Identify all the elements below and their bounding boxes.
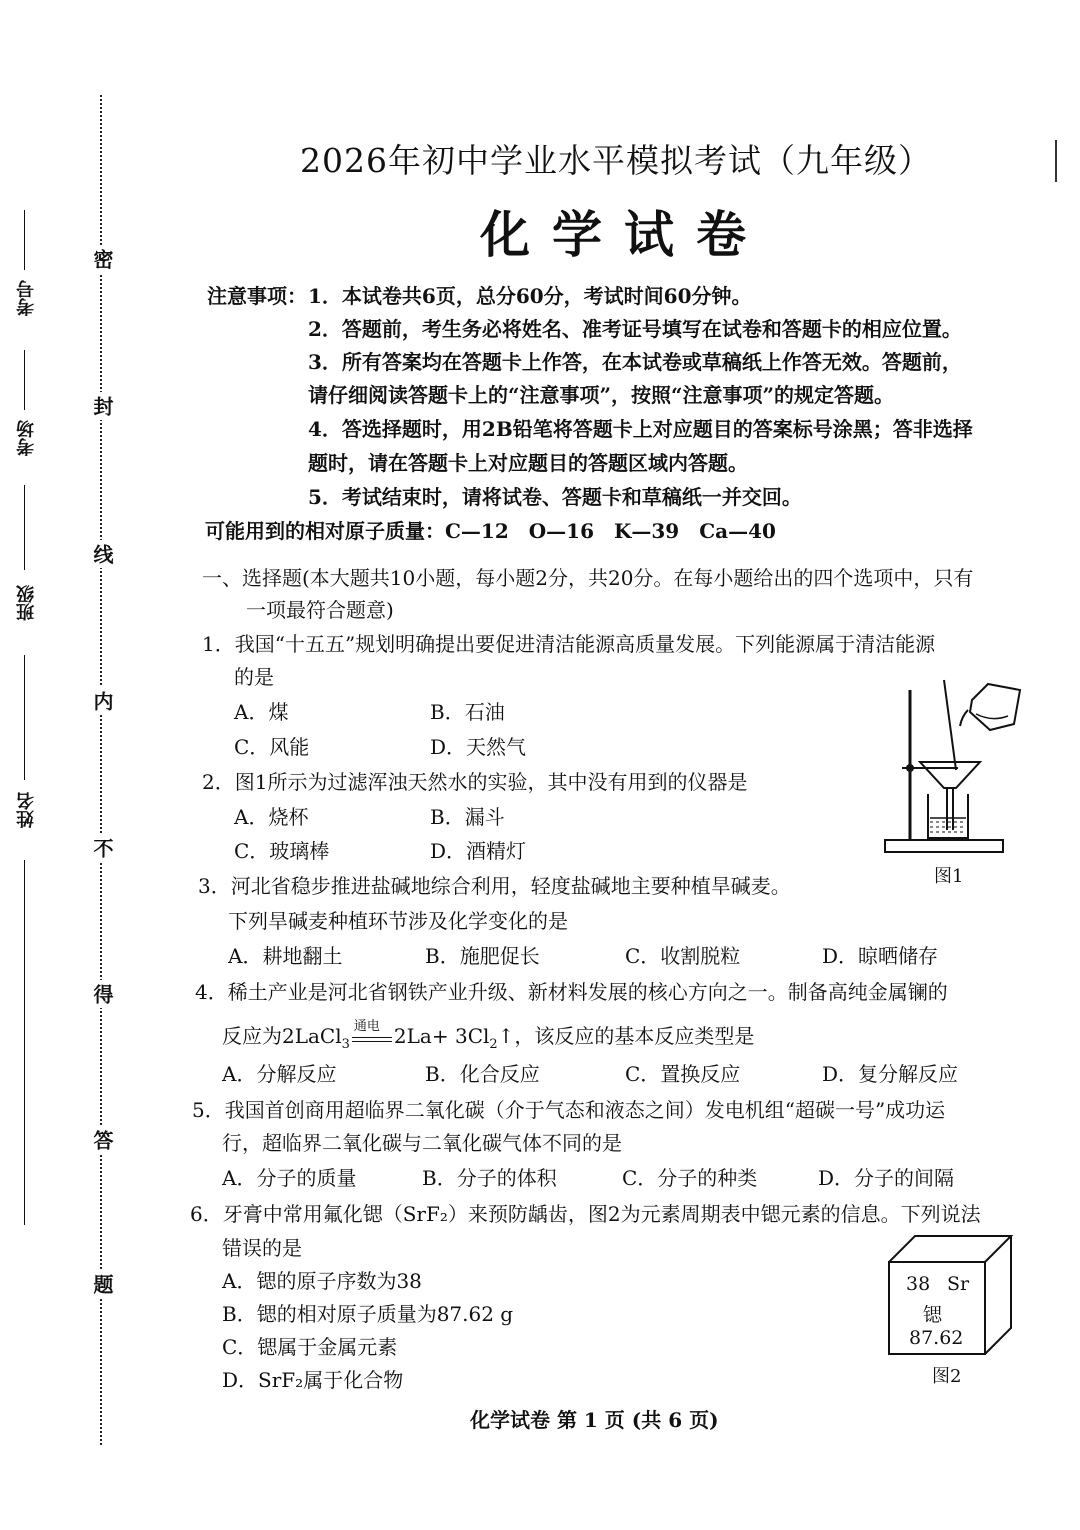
subject-title: 化学试卷 [480,205,768,264]
option-d[interactable]: D．晾晒储存 [822,944,939,968]
question-stem: 4．稀土产业是河北省钢铁产业升级、新材料发展的核心方向之一。制备高纯金属镧的 [195,980,948,1004]
question-stem-cont: 错误的是 [222,1236,302,1260]
seal-char: 答 [88,1126,117,1154]
section-heading-cont: 一项最符合题意) [246,598,394,622]
question-stem: 2．图1所示为过滤浑浊天然水的实验，其中没有用到的仪器是 [202,770,748,794]
option-d[interactable]: D．酒精灯 [430,839,527,863]
reaction-condition-arrow [350,1018,394,1047]
notice-line: 3．所有答案均在答题卡上作答，在本试卷或草稿纸上作答无效。答题前， [308,350,962,374]
question-stem: 1．我国“十五五”规划明确提出要促进清洁能源高质量发展。下列能源属于清洁能源 [202,632,936,656]
seal-char: 内 [88,687,117,715]
figure-caption: 图2 [932,1366,962,1387]
subscript: 2 [489,1037,498,1052]
option-a[interactable]: A．煤 [234,700,289,724]
notice-line: 5．考试结束时，请将试卷、答题卡和草稿纸一并交回。 [308,485,802,509]
option-c[interactable]: C．置换反应 [625,1062,741,1086]
option-d[interactable]: D．天然气 [430,735,527,759]
section-heading: 一、选择题(本大题共10小题，每小题2分，共20分。在每小题给出的四个选项中，只有 [202,566,974,590]
reaction-question: ↑，该反应的基本反应类型是 [497,1024,755,1048]
name-line[interactable] [24,655,25,780]
seal-char: 线 [88,540,117,568]
figure-caption: 图1 [934,866,964,887]
exam-number-line[interactable] [24,210,25,270]
seal-dotted-line [100,95,102,1445]
blank-line [24,860,25,1225]
option-c[interactable]: C．分子的种类 [622,1166,758,1190]
element-number: 38 [906,1273,931,1295]
exam-room-label: 考场 [16,420,37,456]
question-stem: 6．牙膏中常用氟化锶（SrF₂）来预防龋齿，图2为元素周期表中锶元素的信息。下列说法 [190,1202,981,1226]
notice-line: 2．答题前，考生务必将姓名、准考证号填写在试卷和答题卡的相应位置。 [308,317,962,341]
option-b[interactable]: B．锶的相对原子质量为87.62 g [222,1302,514,1326]
subscript: 3 [341,1037,350,1052]
notice-line: 4．答选择题时，用2B铅笔将答题卡上对应题目的答案标号涂黑；答非选择 [308,417,973,441]
notice-line: 1．本试卷共6页，总分60分，考试时间60分钟。 [308,284,752,308]
exam-title: 2026年初中学业水平模拟考试（九年级） [300,141,932,180]
question-stem: 3．河北省稳步推进盐碱地综合利用，轻度盐碱地主要种植旱碱麦。 [198,874,791,898]
option-b[interactable]: B．施肥促长 [425,944,540,968]
reaction-products: 2La+ 3Cl [393,1024,490,1048]
seal-char: 不 [88,834,117,862]
option-d[interactable]: D．复分解反应 [822,1062,959,1086]
notice-label: 注意事项： [207,284,307,308]
reaction-reactant: 反应为2LaCl [222,1024,342,1048]
exam-number-label: 考号 [16,280,37,316]
option-b[interactable]: B．分子的体积 [422,1166,557,1190]
question-stem: 5．我国首创商用超临界二氧化碳（介于气态和液态之间）发电机组“超碳一号”成功运 [192,1098,946,1122]
question-stem-cont: 的是 [234,665,274,689]
question-stem-cont: 下列旱碱麦种植环节涉及化学变化的是 [228,909,568,933]
option-c[interactable]: C．收割脱粒 [625,944,741,968]
seal-char: 密 [88,245,117,273]
question-stem-cont: 行，超临界二氧化碳与二氧化碳气体不同的是 [222,1131,622,1155]
option-a[interactable]: A．分子的质量 [222,1166,357,1190]
reaction-condition: 通电 [353,1018,380,1034]
option-a[interactable]: A．分解反应 [222,1062,337,1086]
name-label: 姓名 [16,792,37,828]
option-c[interactable]: C．风能 [234,735,310,759]
option-c[interactable]: C．玻璃棒 [234,839,330,863]
notice-line: 题时，请在答题卡上对应题目的答题区域内答题。 [308,451,748,475]
element-name: 锶 [923,1304,943,1326]
option-c[interactable]: C．锶属于金属元素 [222,1335,398,1359]
class-label: 班级 [16,585,37,621]
option-a[interactable]: A．耕地翻土 [228,944,343,968]
reaction-equation-line [222,1020,754,1052]
option-a[interactable]: A．烧杯 [234,805,309,829]
filtration-apparatus-figure [880,670,1030,860]
atomic-mass-line: 可能用到的相对原子质量：C—12 O—16 K—39 Ca—40 [205,519,776,543]
seal-char: 得 [88,980,117,1008]
notice-line: 请仔细阅读答题卡上的“注意事项”，按照“注意事项”的规定答题。 [308,383,895,407]
option-b[interactable]: B．化合反应 [425,1062,540,1086]
option-d[interactable]: D．SrF₂属于化合物 [222,1368,404,1392]
exam-room-line[interactable] [24,350,25,410]
option-a[interactable]: A．锶的原子序数为38 [222,1269,422,1293]
seal-char: 题 [88,1270,117,1298]
element-mass: 87.62 [909,1327,964,1349]
option-b[interactable]: B．石油 [430,700,505,724]
element-symbol: Sr [947,1273,970,1295]
page-footer: 化学试卷 第 1 页 (共 6 页) [470,1408,719,1432]
class-line[interactable] [24,485,25,570]
option-b[interactable]: B．漏斗 [430,805,505,829]
option-d[interactable]: D．分子的间隔 [818,1166,955,1190]
scan-edge-line [1055,140,1057,182]
seal-char: 封 [88,392,117,420]
